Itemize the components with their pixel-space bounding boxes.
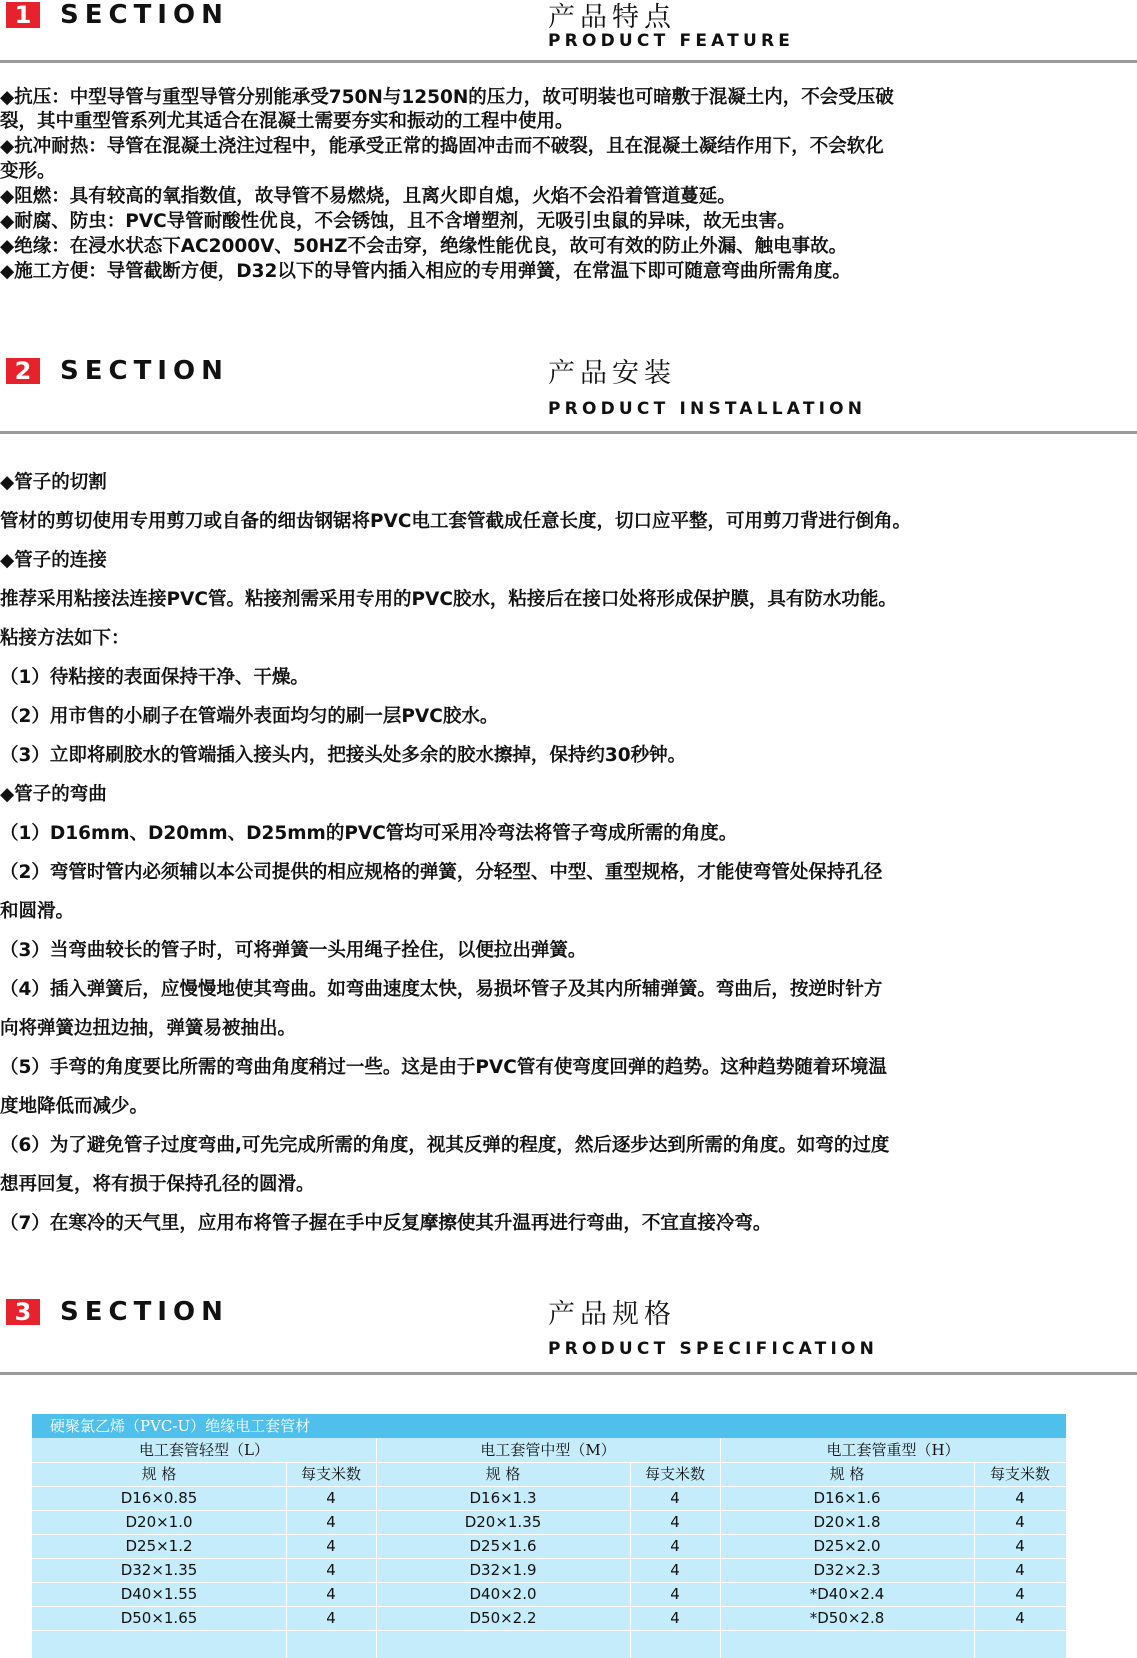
spec-table-title: 硬聚氯乙烯（PVC-U）绝缘电工套管材 — [32, 1414, 1066, 1438]
install-line: ◆管子的切割 — [0, 472, 107, 493]
section-1-title-en: PRODUCT FEATURE — [548, 31, 795, 51]
table-cell-length: 4 — [326, 1489, 336, 1507]
table-cell-length: 4 — [670, 1585, 680, 1603]
section-2-title-en: PRODUCT INSTALLATION — [548, 399, 867, 419]
section-3-title-cn: 产品规格 — [548, 1299, 676, 1330]
install-line: 想再回复，将有损于保持孔径的圆滑。 — [0, 1174, 315, 1195]
table-cell-length: 4 — [1015, 1561, 1025, 1579]
feature-line: ◆绝缘：在浸水状态下AC2000V、50HZ不会击穿，绝缘性能优良，故可有效的防止外漏、触电事故。 — [0, 236, 848, 257]
install-line: 和圆滑。 — [0, 901, 75, 922]
install-line: （2）弯管时管内必须辅以本公司提供的相应规格的弹簧，分轻型、中型、重型规格，才能使弯管处保持孔径 — [0, 862, 883, 883]
column-header-length: 每支米数 — [644, 1465, 705, 1483]
table-cell-spec: D25×2.0 — [813, 1537, 881, 1555]
feature-line: ◆耐腐、防虫：PVC导管耐酸性优良，不会锈蚀，且不含增塑剂，无吸引虫鼠的异味，故无虫害。 — [0, 211, 796, 232]
table-cell-spec: D25×1.2 — [125, 1537, 193, 1555]
column-header-length: 每支米数 — [989, 1465, 1050, 1483]
grid-line — [32, 1630, 1066, 1631]
install-line: （3）立即将刷胶水的管端插入接头内，把接头处多余的胶水擦掉，保持约30秒钟。 — [0, 745, 687, 766]
install-line: 度地降低而减少。 — [0, 1096, 149, 1117]
table-cell-length: 4 — [1015, 1537, 1025, 1555]
column-header-spec: 规 格 — [141, 1465, 177, 1483]
table-cell-length: 4 — [326, 1561, 336, 1579]
column-header-spec: 规 格 — [829, 1465, 865, 1483]
section-1-word: SECTION — [60, 0, 229, 30]
section-2-divider — [0, 431, 1137, 434]
column-header-spec: 规 格 — [485, 1465, 521, 1483]
install-line: （5）手弯的角度要比所需的弯曲角度稍过一些。这是由于PVC管有使弯度回弹的趋势。这种趋势随着环境温 — [0, 1057, 887, 1078]
table-cell-spec: D40×2.0 — [469, 1585, 537, 1603]
install-line: （1）D16mm、D20mm、D25mm的PVC管均可采用冷弯法将管子弯成所需的角度。 — [0, 823, 738, 844]
section-3-divider — [0, 1372, 1137, 1375]
install-line: 粘接方法如下： — [0, 628, 130, 649]
table-cell-spec: D20×1.35 — [464, 1513, 542, 1531]
table-cell-spec: D16×1.6 — [813, 1489, 881, 1507]
section-3-word: SECTION — [60, 1297, 229, 1327]
table-cell-spec: D16×0.85 — [120, 1489, 198, 1507]
table-cell-spec: D50×1.65 — [120, 1609, 198, 1627]
feature-line: 变形。 — [0, 161, 56, 182]
table-cell-length: 4 — [670, 1561, 680, 1579]
table-cell-length: 4 — [326, 1513, 336, 1531]
feature-line: ◆抗压：中型导管与重型导管分别能承受750N与1250N的压力，故可明装也可暗敷于混凝土内，不会受压破 — [0, 87, 894, 108]
section-1-number: 1 — [6, 2, 40, 28]
table-cell-length: 4 — [1015, 1609, 1025, 1627]
section-2-number: 2 — [6, 358, 40, 384]
table-cell-spec: D40×1.55 — [120, 1585, 198, 1603]
table-cell-length: 4 — [670, 1537, 680, 1555]
install-line: （4）插入弹簧后，应慢慢地使其弯曲。如弯曲速度太快，易损坏管子及其内所辅弹簧。弯曲后，按逆时针方 — [0, 979, 883, 1000]
table-cell-length: 4 — [670, 1609, 680, 1627]
feature-line: ◆抗冲耐热：导管在混凝土浇注过程中，能承受正常的捣固冲击而不破裂，且在混凝土凝结作用下，不会软化 — [0, 136, 884, 157]
install-line: ◆管子的连接 — [0, 550, 107, 571]
table-cell-spec: D50×2.2 — [469, 1609, 537, 1627]
section-1-divider — [0, 60, 1137, 63]
group-header-medium: 电工套管中型（M） — [480, 1441, 616, 1459]
table-cell-length: 4 — [670, 1489, 680, 1507]
column-header-length: 每支米数 — [300, 1465, 361, 1483]
section-2-title-cn: 产品安装 — [548, 358, 676, 389]
install-line: （7）在寒冷的天气里，应用布将管子握在手中反复摩擦使其升温再进行弯曲，不宜直接冷弯。 — [0, 1213, 772, 1234]
section-3-number: 3 — [6, 1299, 40, 1325]
table-cell-spec: *D40×2.4 — [809, 1585, 885, 1603]
table-cell-spec: *D50×2.8 — [809, 1609, 885, 1627]
group-header-light: 电工套管轻型（L） — [139, 1441, 269, 1459]
install-line: （6）为了避免管子过度弯曲,可先完成所需的角度，视其反弹的程度，然后逐步达到所需的角度。如弯的过度 — [0, 1135, 890, 1156]
install-line: 向将弹簧边扭边抽，弹簧易被抽出。 — [0, 1018, 297, 1039]
install-line: （2）用市售的小刷子在管端外表面均匀的刷一层PVC胶水。 — [0, 706, 499, 727]
table-cell-spec: D32×1.35 — [120, 1561, 198, 1579]
install-line: 管材的剪切使用专用剪刀或自备的细齿钢锯将PVC电工套管截成任意长度，切口应平整，可用剪刀背进行倒角。 — [0, 511, 911, 532]
section-2-word: SECTION — [60, 356, 229, 386]
table-cell-spec: D25×1.6 — [469, 1537, 537, 1555]
table-cell-length: 4 — [326, 1609, 336, 1627]
section-3-title-en: PRODUCT SPECIFICATION — [548, 1339, 879, 1359]
table-cell-spec: D32×2.3 — [813, 1561, 881, 1579]
table-cell-length: 4 — [670, 1513, 680, 1531]
table-cell-length: 4 — [1015, 1489, 1025, 1507]
table-cell-length: 4 — [1015, 1513, 1025, 1531]
feature-line: ◆施工方便：导管截断方便，D32以下的导管内插入相应的专用弹簧，在常温下即可随意弯曲所需角度。 — [0, 261, 851, 282]
table-cell-length: 4 — [326, 1585, 336, 1603]
group-header-heavy: 电工套管重型（H） — [826, 1441, 960, 1459]
table-cell-spec: D32×1.9 — [469, 1561, 537, 1579]
install-line: （3）当弯曲较长的管子时，可将弹簧一头用绳子拴住，以便拉出弹簧。 — [0, 940, 587, 961]
install-line: 推荐采用粘接法连接PVC管。粘接剂需采用专用的PVC胶水，粘接后在接口处将形成保护膜，具有防水功能。 — [0, 589, 897, 610]
table-cell-spec: D20×1.0 — [125, 1513, 193, 1531]
feature-line: 裂，其中重型管系列尤其适合在混凝土需要夯实和振动的工程中使用。 — [0, 111, 574, 132]
table-cell-length: 4 — [326, 1537, 336, 1555]
spec-table — [32, 1414, 1066, 1658]
table-cell-length: 4 — [1015, 1585, 1025, 1603]
feature-line: ◆阻燃：具有较高的氧指数值，故导管不易燃烧，且离火即自熄，火焰不会沿着管道蔓延。 — [0, 186, 736, 207]
section-1-title-cn: 产品特点 — [548, 2, 676, 33]
install-line: （1）待粘接的表面保持干净、干燥。 — [0, 667, 309, 688]
install-line: ◆管子的弯曲 — [0, 784, 107, 805]
table-cell-spec: D16×1.3 — [469, 1489, 537, 1507]
table-cell-spec: D20×1.8 — [813, 1513, 881, 1531]
